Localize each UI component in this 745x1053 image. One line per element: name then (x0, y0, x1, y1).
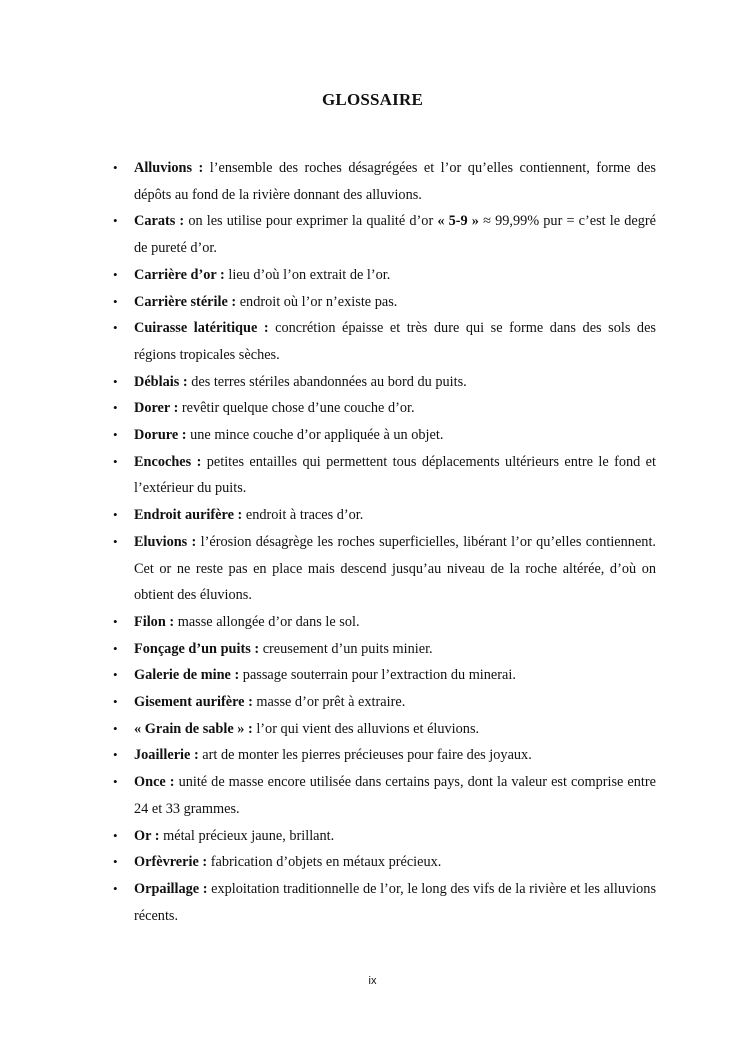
glossary-entry (113, 449, 656, 502)
glossary-definition: des terres stériles abandonnées au bord du puits. (187, 373, 467, 390)
glossary-definition: passage souterrain pour l’extraction du minerai. (239, 667, 516, 684)
glossary-term: Carrière stérile : (134, 293, 237, 310)
glossary-entry (113, 742, 656, 769)
bullet-icon: • (113, 854, 118, 870)
glossary-term: Galerie de mine : (134, 667, 240, 684)
glossary-term: Alluvions : (134, 160, 204, 176)
glossary-term-inline: « 5-9 » (437, 213, 479, 230)
glossary-entry (113, 422, 656, 449)
glossary-term: Encoches : (134, 453, 202, 470)
glossary-term: Orpaillage : (134, 880, 208, 897)
bullet-icon: • (113, 453, 118, 469)
glossary-definition: petites entailles qui permettent tous déplacements ultérieurs entre le fond et l’extérieur du puits. (134, 453, 656, 497)
glossary-entry (113, 289, 656, 316)
glossary-term: Eluvions : (134, 533, 197, 550)
glossary-term: Once : (134, 774, 175, 791)
glossary-term: Carats : (134, 213, 185, 230)
bullet-icon: • (113, 266, 118, 282)
bullet-icon: • (113, 373, 118, 389)
bullet-icon: • (113, 427, 118, 443)
glossary-definition: revêtir quelque chose d’une couche d’or. (178, 400, 415, 417)
glossary-definition: on les utilise pour exprimer la qualité d’or (184, 213, 438, 230)
glossary-definition: fabrication d’objets en métaux précieux. (207, 854, 442, 871)
glossary-definition: l’érosion désagrège les roches superficielles, libérant l’or qu’elles contiennent. Cet or ne reste pas en place mais descend jusqu’au niveau de la roche altérée, d’où on obtient des éluvions. (134, 533, 656, 604)
glossary-definition: concrétion épaisse et très dure qui se forme dans des sols des régions tropicales sèches. (134, 320, 656, 363)
bullet-icon: • (113, 533, 118, 549)
glossary-entry (113, 609, 656, 636)
glossary-term: « Grain de sable » : (134, 720, 253, 737)
glossary-definition: exploitation traditionnelle de l’or, le long des vifs de la rivière et les alluvions récents. (134, 880, 657, 924)
glossary-entry (113, 876, 656, 929)
glossary-entry (113, 155, 656, 208)
glossary-definition: l’ensemble des roches désagrégées et l’or qu’elles contiennent, forme des dépôts au fond de la rivière donnant des alluvions. (134, 160, 656, 203)
glossary-definition: lieu d’où l’on extrait de l’or. (224, 266, 391, 283)
glossary-term: Orfèvrerie : (134, 854, 208, 871)
glossary-term: Or : (134, 827, 160, 844)
glossary-definition: unité de masse encore utilisée dans certains pays, dont la valeur est comprise entre 24 et 33 grammes. (134, 774, 656, 817)
glossary-entry (113, 849, 656, 876)
glossary-term: Cuirasse latéritique : (134, 320, 269, 337)
page-number: ix (368, 975, 377, 987)
glossary-definition: métal précieux jaune, brillant. (159, 827, 335, 844)
glossary-term: Filon : (134, 613, 175, 630)
glossary-entry (113, 662, 656, 689)
glossary-definition: l’or qui vient des alluvions et éluvions. (252, 720, 480, 737)
glossary-definition: endroit à traces d’or. (242, 507, 364, 524)
glossary-entry (113, 823, 656, 850)
bullet-icon: • (113, 694, 118, 710)
glossary-entry (113, 636, 656, 663)
glossary-entry (113, 395, 656, 422)
glossary-entry (113, 315, 656, 368)
glossary-definition-continued: ≈ 99,99% pur = c’est le degré de pureté d’or. (134, 213, 656, 257)
glossary-definition: masse d’or prêt à extraire. (252, 694, 406, 711)
glossary-entry (113, 369, 656, 396)
bullet-icon: • (113, 774, 118, 790)
glossary-term: Gisement aurifère : (134, 694, 253, 711)
bullet-icon: • (113, 160, 118, 175)
glossary-term: Endroit aurifère : (134, 507, 243, 524)
glossary-term: Fonçage d’un puits : (134, 640, 260, 657)
glossary-entry (113, 262, 656, 289)
glossary-entry (113, 716, 656, 743)
bullet-icon: • (113, 747, 118, 763)
glossary-entry (113, 529, 656, 609)
bullet-icon: • (113, 400, 118, 416)
bullet-icon: • (113, 613, 118, 629)
bullet-icon: • (113, 880, 118, 896)
glossary-term: Déblais : (134, 373, 188, 390)
bullet-icon: • (113, 640, 118, 656)
glossary-entry (113, 689, 656, 716)
glossary-definition: creusement d’un puits minier. (259, 640, 433, 657)
glossary-definition: masse allongée d’or dans le sol. (174, 613, 360, 630)
glossary-term: Dorure : (134, 427, 187, 444)
bullet-icon: • (113, 213, 118, 229)
glossary-term: Carrière d’or : (134, 266, 225, 283)
glossary-list (113, 155, 656, 929)
glossary-entry (113, 208, 656, 261)
glossary-term: Dorer : (134, 400, 179, 417)
glossary-entry (113, 502, 656, 529)
bullet-icon: • (113, 507, 118, 523)
glossary-definition: art de monter les pierres précieuses pour faire des joyaux. (198, 747, 532, 764)
glossary-term: Joaillerie : (134, 747, 199, 764)
bullet-icon: • (113, 720, 118, 736)
glossary-definition: une mince couche d’or appliquée à un objet. (186, 427, 444, 444)
bullet-icon: • (113, 320, 118, 336)
bullet-icon: • (113, 293, 118, 309)
bullet-icon: • (113, 827, 118, 843)
bullet-icon: • (113, 667, 118, 683)
page-title: GLOSSAIRE (321, 90, 423, 109)
glossary-definition: endroit où l’or n’existe pas. (236, 293, 398, 310)
glossary-entry (113, 769, 656, 822)
